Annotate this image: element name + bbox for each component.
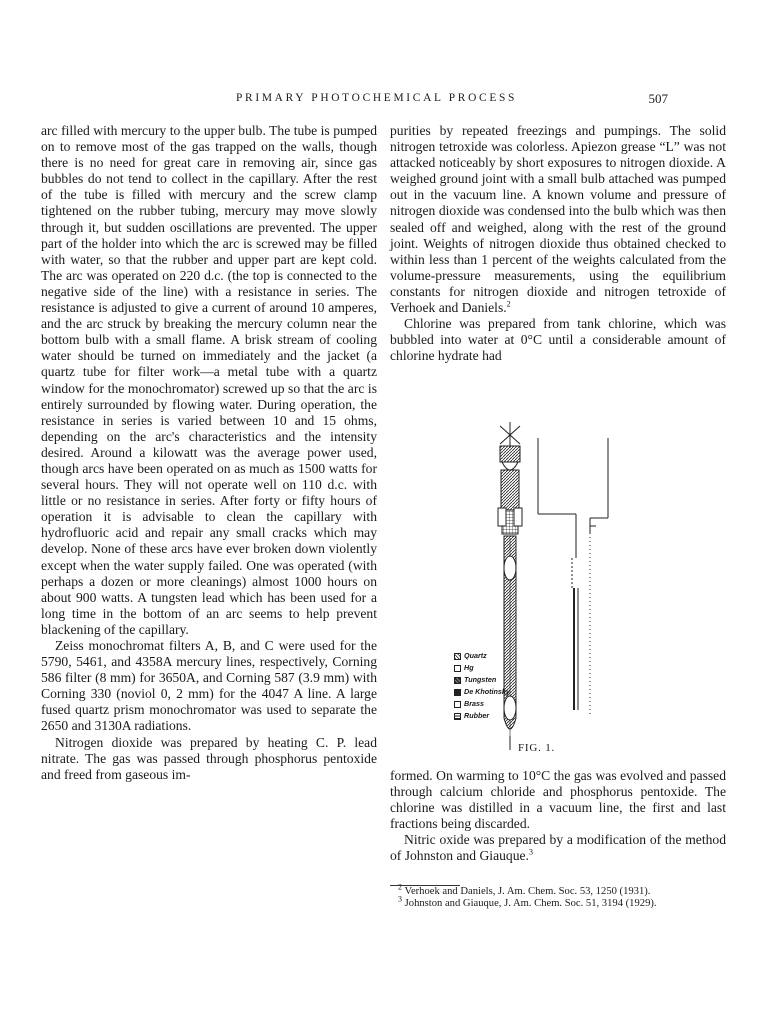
legend-item [454,686,510,698]
jacket [538,438,578,710]
legend-label: Rubber [464,711,490,720]
side-tube [590,438,608,714]
running-head [236,91,668,110]
paragraph [390,123,726,316]
paragraph: Nitrogen dioxide was prepared by heating C. P. lead nitrate. The gas was passed through phosphorus pentoxide and freed from gaseous im- [41,734,377,782]
legend-swatch [454,665,461,672]
legend-swatch [454,689,461,696]
legend-item [454,710,510,722]
legend-label: De Khotinsky [464,687,510,696]
paragraph: arc filled with mercury to the upper bulb. The tube is pumped on to remove most of the gas trapped on the walls, though there is no need for great care in removing air, since gas bubbles do not tend to collect in the capillary. After the rest of the tube is filled with mercury and the screw clamp tightened on the rubber tubing, mercury may move slowly through it, but sudden oscillations are prevented. The upper part of the holder into which the arc is screwed may be filled with water, so that the rubber and upper part are kept cold. The arc was operated on 220 d.c. (the top is connected to the negative side of the line) with a resistance in series. The resistance is adjusted to give a current of around 10 amperes, and the arc struck by breaking the mercury column near the bottom bulb with a small flame. A brisk stream of cooling water should be turned on immediately and the jacket (a quartz tube for filter work—a metal tube with a quartz window for the monochromator) screwed up so that the arc is entirely surrounded by flowing water. During operation, the resistance in series is varied between 10 and 15 ohms, depending on the arc's characteristics and the intensity desired. Around a kilowatt was the average power used, though arcs have been operated on as much as 1500 watts for several hours. They will not operate well on 110 d.c. with little or no resistance in series. After forty or fifty hours of operation it is advisable to clean the capillary with hydrofluoric acid and repair any small cracks which may develop. None of these arcs have ever broken down violently except when the water supply failed. One was operated (with perhaps a dozen or more cleanings) almost 1000 hours on about 900 watts. A tungsten lead which has been used for a long time in the bottom of an arc seems to help prevent blackening of the capillary. [41,123,377,637]
footnote-text: Johnston and Giauque, J. Am. Chem. Soc. 51, 3194 (1929). [404,897,657,909]
paragraph: Zeiss monochromat filters A, B, and C were used for the 5790, 5461, and 4358A mercury lines, respectively, Corning 586 filter (8 mm) for 3650A, and Corning 587 (3.9 mm) with Corning 330 (noviol 0, 2 mm) for the 4047 A line. A large fused quartz prism monochromator was used to separate the 2650 and 3130A radiations. [41,638,377,734]
left-column [41,123,377,783]
footnote-ref: 2 [506,299,511,309]
paragraph: formed. On warming to 10°C the gas was evolved and passed through calcium chloride and phosphorus pentoxide. The chlorine was distilled in a vacuum line, the first and last fractions being discarded. [390,768,726,832]
legend-label: Tungsten [464,675,497,684]
legend-swatch [454,713,461,720]
paragraph-text: Nitric oxide was prepared by a modification of the method of Johnston and Giauque. [390,832,726,864]
paragraph: Chlorine was prepared from tank chlorine, which was bubbled into water at 0°C until a considerable amount of chlorine hydrate had [390,316,726,364]
legend-item [454,662,510,674]
footnote [390,894,726,910]
figure-caption: FIG. 1. [518,742,556,754]
legend-label: Brass [464,699,484,708]
right-column-top [390,123,726,364]
right-column-bottom [390,768,726,865]
legend-swatch [454,677,461,684]
footnotes [390,882,726,909]
footnote [390,882,726,898]
footnote-ref: 3 [528,847,533,857]
page-number: 507 [648,91,668,106]
paragraph-text: purities by repeated freezings and pumpings. The solid nitrogen tetroxide was colorless. Apiezon grease “L” was not attacked noticeably by short exposures to nitrogen dioxide. A weighed ground joint with a small bulb attached was pumped out in the vacuum line. A known volume and pressure of nitrogen dioxide was condensed into the bulb which was then sealed off and weighed, along with the rest of the ground joint. Weights of nitrogen dioxide thus obtained checked to within less than 1 percent of the weights calculated from the volume-pressure measurements, using the equilibrium constants for nitrogen dioxide and nitrogen tetroxide of Verhoek and Daniels. [390,123,726,316]
footnote-text: Verhoek and Daniels, J. Am. Chem. Soc. 53, 1250 (1931). [404,886,651,897]
legend-item [454,650,510,662]
footnote-mark: 2 [398,882,402,892]
footnote-mark: 3 [398,894,402,904]
legend-label: Quartz [464,651,487,660]
figure-legend [454,650,510,722]
legend-item [454,674,510,686]
figure-1 [440,418,660,758]
paragraph [390,832,726,864]
legend-item [454,698,510,710]
legend-label: Hg [464,663,474,672]
running-title: PRIMARY PHOTOCHEMICAL PROCESS [236,92,518,104]
legend-swatch [454,653,461,660]
legend-swatch [454,701,461,708]
